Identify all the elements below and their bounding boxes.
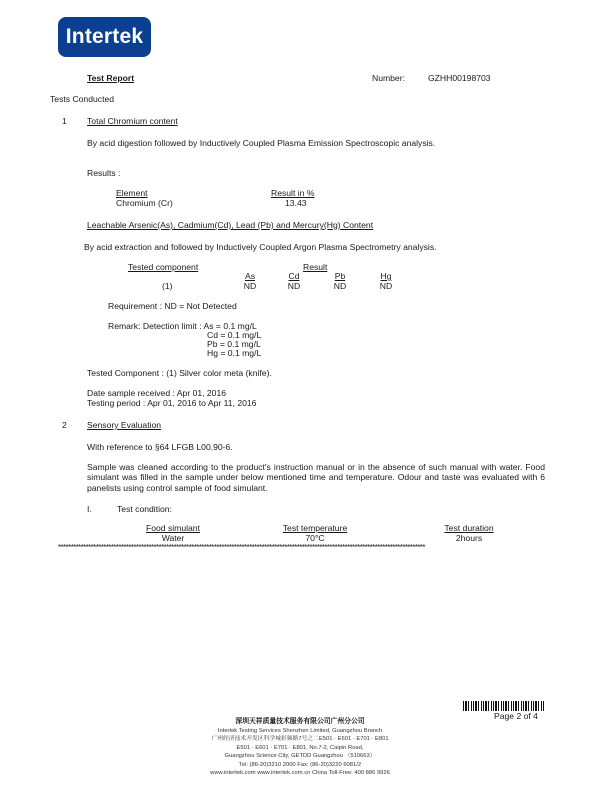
value-test-duration: 2hours — [455, 533, 483, 543]
page-number: Page 2 of 4 — [494, 711, 538, 721]
section-1-title: Total Chromium content — [87, 116, 178, 126]
footer-websites: www.intertek.com www.intertek.com.cn China Toll-Free: 400 886 9926 — [210, 770, 390, 776]
element-as-header: As — [244, 271, 256, 281]
footer-address-en-2: Guangzhou Science City, GETDD Guangzhou （510663） — [224, 753, 376, 759]
remark-line-1: Remark: Detection limit : As = 0.1 mg/L — [108, 321, 257, 331]
result-header: Result — [303, 262, 328, 272]
footer-company-en: Intertek Testing Services Shenzhen Limited, Guangzhou Branch — [217, 728, 383, 734]
tested-component-note: Tested Component : (1) Silver color meta (knife). — [87, 368, 272, 378]
col-result-header: Result in % — [271, 188, 315, 198]
col-element-header: Element — [116, 188, 148, 198]
element-pb-header: Pb — [334, 271, 346, 281]
reference-text: With reference to §64 LFGB L00.90-6. — [87, 442, 233, 452]
footer-contact: Tel: (86-20)3210 2000 Fax: (86-20)3220 6081/2 — [238, 762, 362, 768]
col-food-simulant: Food simulant — [146, 523, 200, 533]
requirement-text: Requirement : ND = Not Detected — [108, 301, 237, 311]
col-test-duration: Test duration — [444, 523, 494, 533]
leach-row-label: (1) — [162, 281, 173, 291]
testing-period: Testing period : Apr 01, 2016 to Apr 11, 2016 — [87, 398, 257, 408]
value-test-temperature: 70°C — [305, 533, 325, 543]
intertek-logo: Intertek — [58, 17, 151, 57]
tests-conducted-heading: Tests Conducted — [50, 94, 115, 104]
results-label: Results : — [87, 168, 121, 178]
condition-title: Test condition: — [117, 504, 172, 514]
value-hg: ND — [379, 281, 393, 291]
condition-number: I. — [87, 504, 92, 514]
barcode — [463, 701, 545, 711]
remark-line-2: Cd = 0.1 mg/L — [207, 330, 262, 340]
remark-line-3: Pb = 0.1 mg/L — [207, 339, 261, 349]
leachable-method: By acid extraction and followed by Inductively Coupled Argon Plasma Spectrometry analysis. — [84, 242, 437, 252]
element-name: Chromium (Cr) — [116, 198, 173, 208]
footer-company-cn: 深圳天祥质量技术服务有限公司广州分公司 — [235, 718, 365, 725]
remark-line-4: Hg = 0.1 mg/L — [207, 348, 262, 358]
element-cd-header: Cd — [288, 271, 300, 281]
footer-address-cn: 广州经济技术开发区科学城彩频路7号之二E501 · E601 · E701 · E801 — [211, 736, 389, 742]
asterisk-divider: ************************************************************************************************************************************************** — [58, 543, 425, 552]
section-2-number: 2 — [62, 420, 67, 430]
value-pb: ND — [333, 281, 347, 291]
section-1-method: By acid digestion followed by Inductively Coupled Plasma Emission Spectroscopic analysis. — [87, 138, 436, 148]
value-cd: ND — [287, 281, 301, 291]
footer-address-en-1: E501 · E601 · E701 · E801, No.7-2, Caipin Road, — [236, 745, 364, 751]
procedure-paragraph: Sample was cleaned according to the product's instruction manual or in the absence of such manual with water. Food simulant was filled in the sample under below mentioned time and temperature. Odour and taste was evaluated with 6 panelists using control sample of food simulant. — [87, 462, 545, 493]
tested-component-header: Tested component — [128, 262, 199, 272]
leachable-title: Leachable Arsenic(As), Cadmium(Cd), Lead (Pb) and Mercury(Hg) Content — [87, 220, 374, 230]
report-number: GZHH00198703 — [428, 73, 491, 83]
section-1-number: 1 — [62, 116, 67, 126]
number-label: Number: — [372, 73, 405, 83]
report-title: Test Report — [87, 73, 135, 83]
value-food-simulant: Water — [161, 533, 185, 543]
element-hg-header: Hg — [380, 271, 392, 281]
value-as: ND — [243, 281, 257, 291]
col-test-temperature: Test temperature — [282, 523, 348, 533]
element-result: 13.43 — [285, 198, 307, 208]
date-received: Date sample received : Apr 01, 2016 — [87, 388, 227, 398]
section-2-title: Sensory Evaluation — [87, 420, 162, 430]
